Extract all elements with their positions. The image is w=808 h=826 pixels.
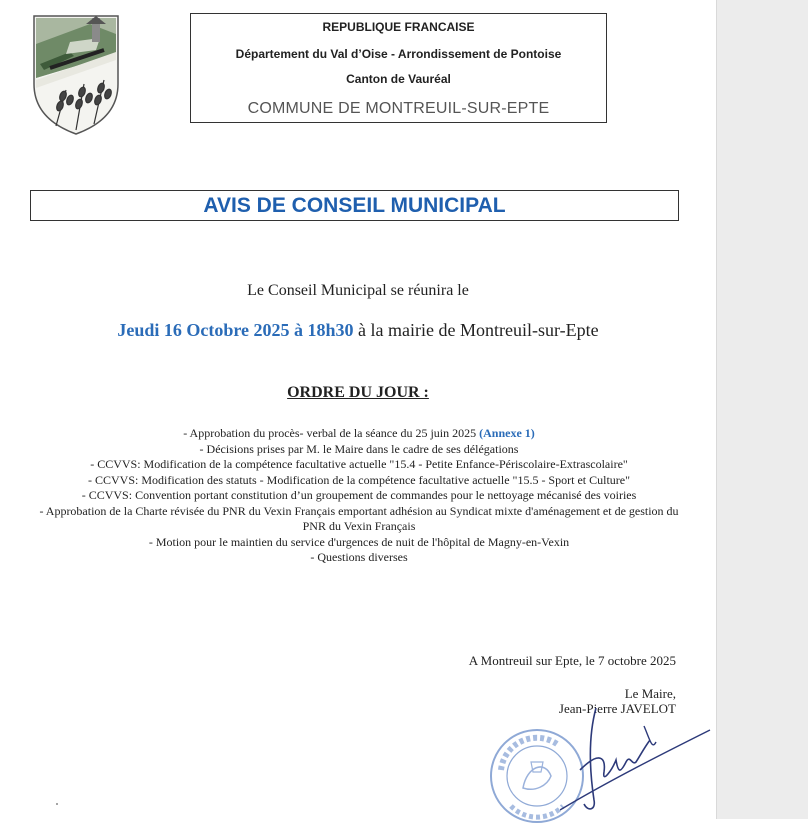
- header-box: [190, 13, 607, 123]
- viewer-gutter: [716, 0, 808, 819]
- page-title: AVIS DE CONSEIL MUNICIPAL: [203, 194, 506, 217]
- mayor-role: Le Maire,: [624, 686, 676, 701]
- header-commune: COMMUNE DE MONTREUIL-SUR-EPTE: [247, 100, 550, 117]
- header-republic: REPUBLIQUE FRANCAISE: [322, 20, 475, 34]
- header-department: Département du Val d’Oise - Arrondissement de Pontoise: [235, 47, 562, 61]
- agenda-item: - CCVVS: Convention portant constitution d’un groupement de commandes pour le nettoyage mécanisé des voiries: [81, 488, 637, 502]
- intro-text: Le Conseil Municipal se réunira le: [247, 282, 469, 299]
- agenda-item: - Motion pour le maintien du service d'urgences de nuit de l'hôpital de Magny-en-Vexin: [148, 534, 570, 549]
- header-canton: Canton de Vauréal: [346, 72, 451, 86]
- agenda-item: - Décisions prises par M. le Maire dans le cadre de ses délégations: [199, 441, 519, 456]
- agenda-item: - CCVVS: Modification de la compétence facultative actuelle "15.4 - Petite Enfance-Périscolaire-Extrascolaire": [90, 457, 628, 471]
- agenda-item: - Approbation de la Charte révisée du PNR du Vexin Français emportant adhésion au Syndicat mixte d'aménagement et de gestion du PNR du Vexin Français: [39, 503, 679, 533]
- agenda-list: [36, 426, 682, 566]
- coat-of-arms-icon: [30, 14, 122, 136]
- meeting-place: à la mairie de Montreuil-sur-Epte: [353, 320, 599, 340]
- agenda-item: [36, 426, 682, 442]
- mayor-name: Jean-Pierre JAVELOT: [558, 701, 676, 716]
- scan-dot: [56, 803, 58, 805]
- agenda-item-text: - Approbation du procès- verbal de la séance du 25 juin 2025: [183, 426, 480, 440]
- agenda-item: - CCVVS: Modification des statuts - Modification de la compétence facultative actuelle "15.5 - Sport et Culture": [88, 472, 630, 487]
- annexe-link[interactable]: (Annexe 1): [479, 426, 535, 440]
- ordre-du-jour-heading: ORDRE DU JOUR :: [287, 384, 429, 401]
- agenda-item: - Questions diverses: [310, 550, 408, 564]
- title-box: [30, 190, 679, 221]
- signature-icon: [560, 700, 720, 820]
- meeting-line: [0, 320, 716, 341]
- place-date: A Montreuil sur Epte, le 7 octobre 2025: [468, 653, 676, 668]
- meeting-date: Jeudi 16 Octobre 2025 à 18h30: [117, 320, 354, 340]
